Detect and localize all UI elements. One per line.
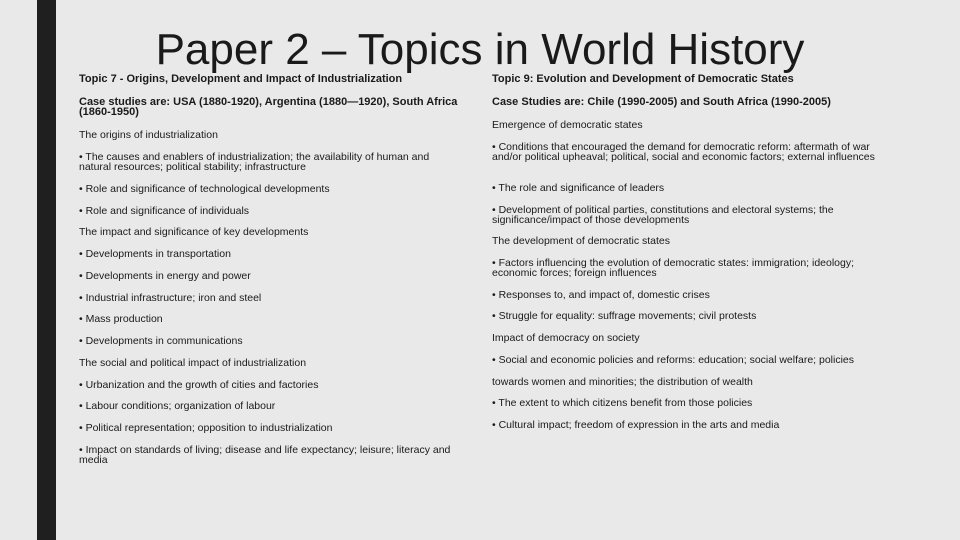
right-item: • Cultural impact; freedom of expression in the arts and media (492, 419, 780, 431)
left-item: • Role and significance of individuals (79, 205, 250, 217)
right-item: • Factors influencing the evolution of democratic states: immigration; ideology; economic forces; foreign influences (492, 257, 855, 279)
right-item: towards women and minorities; the distribution of wealth (492, 376, 753, 388)
page-title: Paper 2 – Topics in World History (155, 25, 805, 74)
left-topic-heading: Topic 7 - Origins, Development and Impact of Industrialization (79, 73, 403, 85)
right-item: The development of democratic states (492, 235, 671, 247)
left-item: The origins of industrialization (79, 129, 218, 141)
right-item: • Development of political parties, constitutions and electoral systems; the significance/impact of those developments (492, 204, 834, 226)
left-item: • Developments in transportation (79, 248, 231, 260)
right-item: • Conditions that encouraged the demand for democratic reform: aftermath of war and/or political upheaval; political, social and economic factors; external influences (492, 141, 875, 163)
left-item: • Developments in energy and power (79, 270, 251, 282)
left-item: • Developments in communications (79, 335, 243, 347)
left-case-studies: Case studies are: USA (1880-1920), Argentina (1880—1920), South Africa (1860-1950) (79, 96, 458, 118)
right-topic-heading: Topic 9: Evolution and Development of Democratic States (492, 73, 794, 85)
left-item: • Political representation; opposition to industrialization (79, 422, 333, 434)
right-item: • Responses to, and impact of, domestic crises (492, 289, 710, 301)
right-case-studies: Case Studies are: Chile (1990-2005) and South Africa (1990-2005) (492, 96, 831, 108)
left-item: • Role and significance of technological developments (79, 183, 330, 195)
left-item: The impact and significance of key developments (79, 226, 309, 238)
right-item: • Social and economic policies and reforms: education; social welfare; policies (492, 354, 855, 366)
right-item: • Struggle for equality: suffrage movements; civil protests (492, 310, 757, 322)
left-item: • Industrial infrastructure; iron and steel (79, 292, 262, 304)
left-item: • Labour conditions; organization of labour (79, 400, 276, 412)
left-item: • Urbanization and the growth of cities and factories (79, 379, 319, 391)
right-item: • The role and significance of leaders (492, 182, 665, 194)
right-item: Emergence of democratic states (492, 119, 643, 131)
right-item: • The extent to which citizens benefit from those policies (492, 397, 753, 409)
left-item: • Impact on standards of living; disease and life expectancy; leisure; literacy and media (79, 444, 451, 466)
left-item: • The causes and enablers of industrialization; the availability of human and natural resources; political stability; infrastructure (79, 151, 430, 173)
left-item: The social and political impact of industrialization (79, 357, 307, 369)
left-accent-bar (37, 0, 56, 540)
left-item: • Mass production (79, 313, 163, 325)
right-item: Impact of democracy on society (492, 332, 640, 344)
